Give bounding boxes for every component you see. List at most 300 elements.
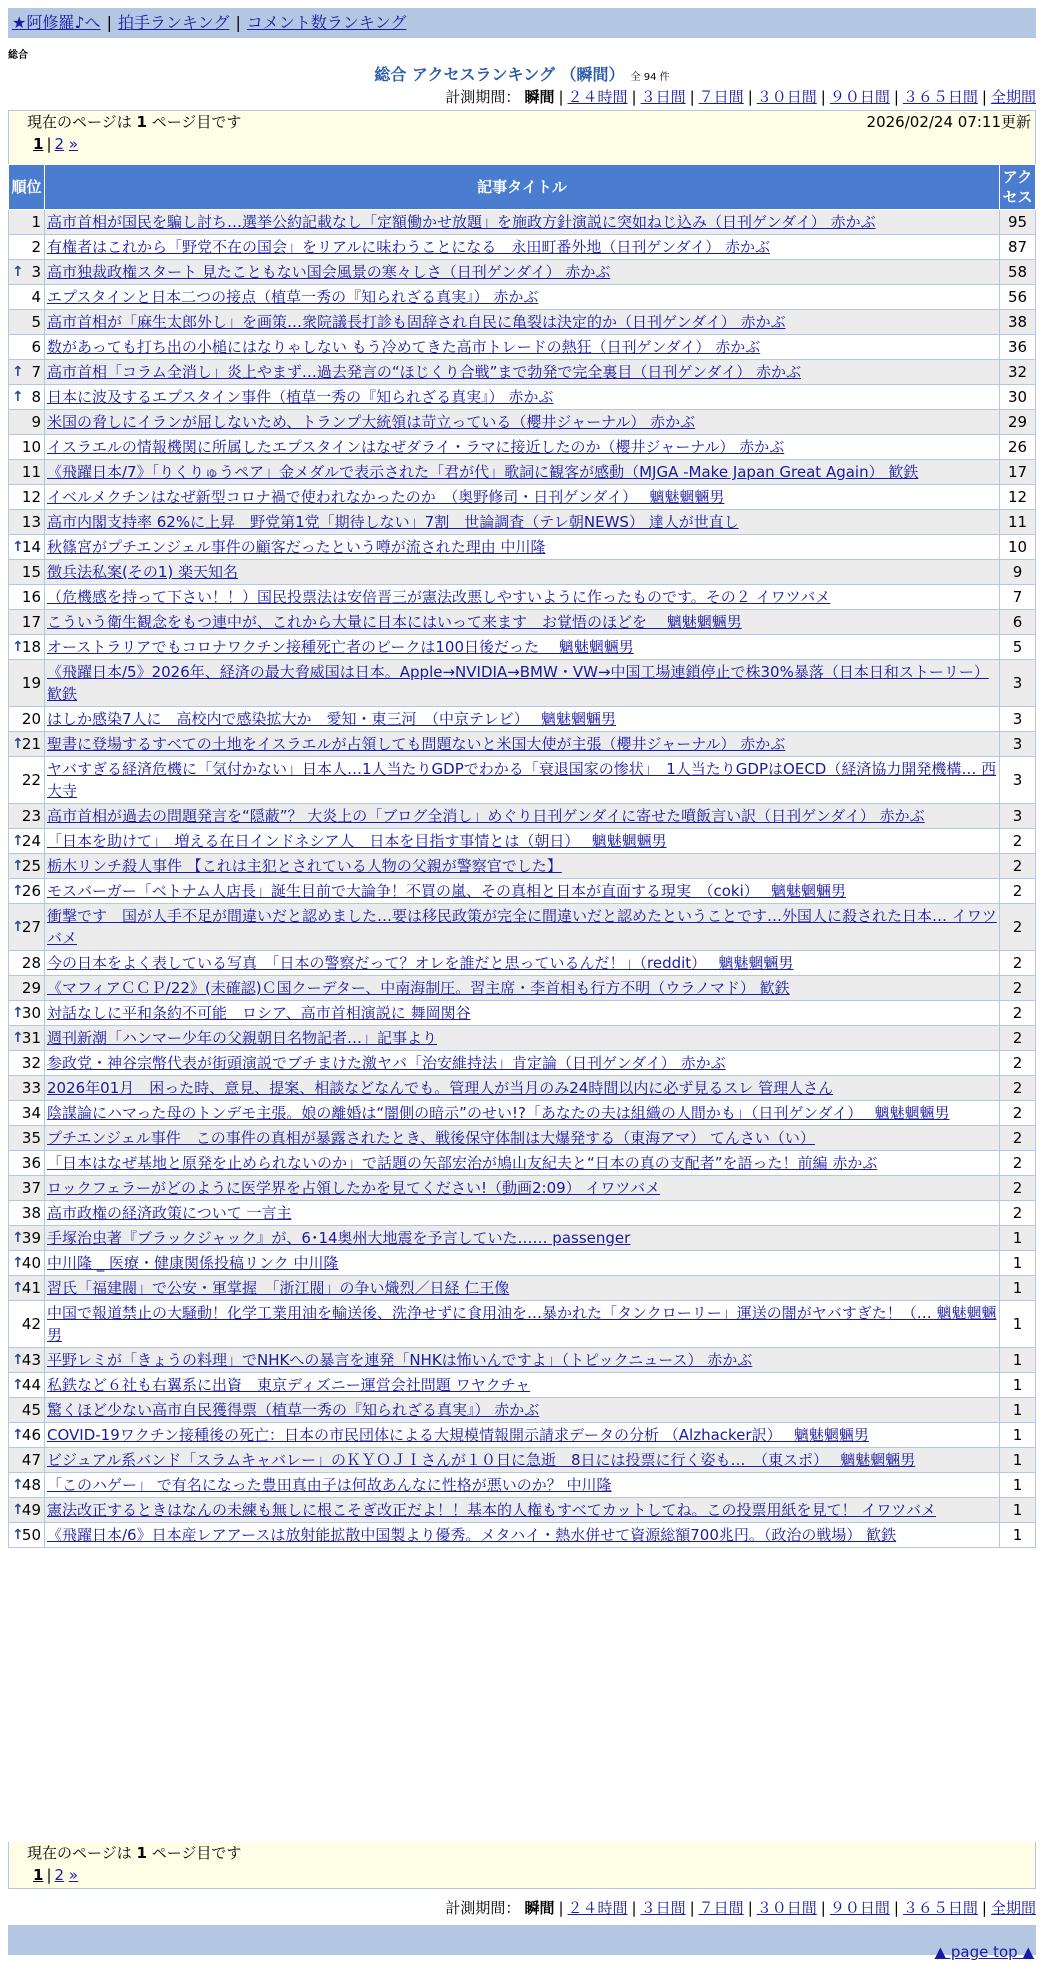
period-link-365d-bottom[interactable]: ３６５日間 (902, 1899, 978, 1917)
table-row (9, 804, 1036, 829)
access-count: 1 (1000, 1251, 1036, 1276)
table-row (9, 732, 1036, 757)
rank-number: 50 (21, 1526, 41, 1544)
article-link[interactable]: 手塚治虫著『ブラックジャック』が、6･14奥州大地震を予言していた…… passenger (47, 1229, 631, 1247)
rank-number: 24 (21, 832, 41, 850)
rank-cell (9, 976, 45, 1001)
title-cell (45, 1151, 1000, 1176)
title-cell (45, 635, 1000, 660)
up-arrow-icon: ↑ (12, 639, 24, 655)
article-link[interactable]: 私鉄など６社も右翼系に出資 東京ディズニー運営会社問題 ワヤクチャ (47, 1376, 531, 1394)
article-link[interactable]: ロックフェラーがどのように医学界を占領したかを見てください!（動画2:09） イワツバメ (47, 1179, 661, 1197)
article-link[interactable]: 2026年01月 困った時、意見、提案、相談などなんでも。管理人が当月のみ24時間以内に必ず見るスレ 管理人さん (47, 1079, 834, 1097)
access-count: 29 (1000, 410, 1036, 435)
table-header-row (9, 165, 1036, 210)
rank-cell (9, 310, 45, 335)
title-cell (45, 732, 1000, 757)
up-arrow-icon: ↑ (12, 1230, 24, 1246)
rank-cell (9, 1101, 45, 1126)
table-row (9, 1373, 1036, 1398)
article-link[interactable]: 栃木リンチ殺人事件 【これは主犯とされている人物の父親が警察官でした】 (47, 857, 562, 875)
rank-number: 19 (21, 674, 41, 692)
title-cell (45, 1448, 1000, 1473)
up-arrow-icon: ↑ (12, 1502, 24, 1518)
table-row (9, 410, 1036, 435)
up-arrow-icon: ↑ (12, 1377, 24, 1393)
article-link[interactable]: 週刊新潮「ハンマー少年の父親朝日名物記者…」記事より (47, 1029, 438, 1047)
article-link[interactable]: 高市政権の経済政策について 一言主 (47, 1204, 292, 1222)
rank-number: 15 (21, 563, 41, 581)
table-row (9, 1201, 1036, 1226)
title-cell (45, 585, 1000, 610)
rank-cell (9, 1473, 45, 1498)
access-count: 2 (1000, 854, 1036, 879)
up-arrow-icon: ↑ (12, 1005, 24, 1021)
rank-cell (9, 1398, 45, 1423)
rank-number: 31 (21, 1029, 41, 1047)
rank-cell (9, 535, 45, 560)
article-link[interactable]: イスラエルの情報機関に所属したエプスタインはなぜダライ・ラマに接近したのか（櫻井ジャーナル） 赤かぶ (47, 438, 785, 456)
access-count: 3 (1000, 757, 1036, 804)
period-link-3d-bottom[interactable]: ３日間 (640, 1899, 686, 1917)
rank-number: 25 (21, 857, 41, 875)
rank-number: 38 (21, 1204, 41, 1222)
access-count: 2 (1000, 951, 1036, 976)
table-row (9, 285, 1036, 310)
up-arrow-icon: ↑ (12, 883, 24, 899)
up-arrow-icon: ↑ (12, 264, 24, 280)
access-count: 5 (1000, 635, 1036, 660)
article-link[interactable]: 日本に波及するエプスタイン事件（植草一秀の『知られざる真実』） 赤かぶ (47, 388, 554, 406)
table-row (9, 1473, 1036, 1498)
title-cell (45, 510, 1000, 535)
access-count: 3 (1000, 804, 1036, 829)
article-link[interactable]: COVID-19ワクチン接種後の死亡：日本の市民団体による大規模情報開示請求データの分析 （Alzhacker訳） 魑魅魍魎男 (47, 1426, 869, 1444)
rank-cell (9, 510, 45, 535)
article-link[interactable]: 「日本を助けて」 増える在日インドネシア人 日本を目指す事情とは（朝日） 魑魅魍魎男 (47, 832, 667, 850)
period-link-all[interactable]: 全期間 (990, 88, 1036, 106)
rank-number: 39 (21, 1229, 41, 1247)
rank-number: 16 (21, 588, 41, 606)
period-link-365d[interactable]: ３６５日間 (902, 88, 978, 106)
rank-cell (9, 1523, 45, 1548)
article-link[interactable]: 《飛躍日本/7》「りくりゅうペア」金メダルで表示された「君が代」歌詞に観客が感動（MJGA -Make Japan Great Again） 歓鉄 (47, 463, 919, 481)
rank-cell (9, 210, 45, 235)
rank-number: 33 (21, 1079, 41, 1097)
title-cell (45, 1176, 1000, 1201)
title-cell (45, 1026, 1000, 1051)
access-count: 1 (1000, 1276, 1036, 1301)
title-cell (45, 210, 1000, 235)
rank-number: 29 (21, 979, 41, 997)
period-link-90d[interactable]: ９０日間 (829, 88, 890, 106)
title-cell (45, 1101, 1000, 1126)
pagination-next-bottom[interactable]: » (68, 1866, 79, 1884)
ranking-title (0, 62, 1044, 85)
rank-number: 9 (31, 413, 41, 431)
article-link[interactable]: 習氏「福建閥」で公安・軍掌握 「浙江閥」の争い熾烈／日経 仁王像 (47, 1279, 510, 1297)
rank-cell (9, 1001, 45, 1026)
ranking-count: 全 94 件 (630, 72, 670, 83)
table-row (9, 1448, 1036, 1473)
rank-cell (9, 829, 45, 854)
rank-cell (9, 951, 45, 976)
up-arrow-icon: ↑ (12, 1427, 24, 1443)
article-link[interactable]: 《飛躍日本/5》2026年、経済の最大脅威国は日本。Apple→NVIDIA→BMW・VW→中国工場連鎖停止で株30%暴落（日本日和ストーリー） 歓鉄 (47, 663, 989, 703)
period-link-7d[interactable]: ７日間 (698, 88, 744, 106)
rank-number: 22 (21, 771, 41, 789)
table-row (9, 385, 1036, 410)
up-arrow-icon: ↑ (12, 389, 24, 405)
title-cell (45, 560, 1000, 585)
title-cell (45, 976, 1000, 1001)
rank-number: 36 (21, 1154, 41, 1172)
up-arrow-icon: ↑ (12, 539, 24, 555)
rank-cell (9, 1151, 45, 1176)
article-link[interactable]: イベルメクチンはなぜ新型コロナ禍で使われなかったのか （奥野修司・日刊ゲンダイ） 魑魅魍魎男 (47, 488, 725, 506)
rank-cell (9, 1176, 45, 1201)
rank-number: 34 (21, 1104, 41, 1122)
table-row (9, 1251, 1036, 1276)
article-link[interactable]: 《マフィアＣＣＰ/22》(未確認)Ｃ国クーデター、中南海制圧。習主席・李首相も行方不明（ウラノマド） 歓鉄 (47, 979, 790, 997)
article-link[interactable]: エプスタインと日本二つの接点（植草一秀の『知られざる真実』） 赤かぶ (47, 288, 539, 306)
period-link-24h[interactable]: ２４時間 (567, 88, 628, 106)
title-cell (45, 660, 1000, 707)
title-cell (45, 1251, 1000, 1276)
pagination-next[interactable]: » (68, 135, 79, 153)
page-status: 現在のページは 1 ページ目です (27, 113, 242, 131)
access-count: 1 (1000, 1473, 1036, 1498)
article-link[interactable]: 数があっても打ち出の小槌にはなりゃしない もう冷めてきた高市トレードの熱狂（日刊ゲンダイ） 赤かぶ (47, 338, 761, 356)
rank-cell (9, 335, 45, 360)
title-cell (45, 460, 1000, 485)
rank-number: 6 (31, 338, 41, 356)
title-cell (45, 1301, 1000, 1348)
rank-number: 1 (31, 213, 41, 231)
title-cell (45, 1423, 1000, 1448)
article-link[interactable]: 憲法改正するときはなんの未練も無しに根こそぎ改正だよ！！基本的人権もすべてカットしてね。この投票用紙を見て！ イワツバメ (47, 1501, 937, 1519)
rank-cell (9, 1348, 45, 1373)
rank-number: 20 (21, 710, 41, 728)
rank-cell (9, 635, 45, 660)
rank-number: 11 (21, 463, 41, 481)
col-header-access: アクセス (1000, 165, 1036, 210)
article-link[interactable]: 衝撃です 国が人手不足が間違いだと認めました…要は移民政策が完全に間違いだと認めたということです…外国人に殺された日本… イワツバメ (47, 907, 997, 947)
access-count: 3 (1000, 707, 1036, 732)
rank-number: 5 (31, 313, 41, 331)
access-count: 30 (1000, 385, 1036, 410)
article-link[interactable]: 高市首相「コラム全消し」炎上やまず…過去発言の“ほじくり合戦”まで勃発で完全裏目（日刊ゲンダイ） 赤かぶ (47, 363, 801, 381)
rank-cell (9, 804, 45, 829)
rank-cell (9, 1301, 45, 1348)
article-link[interactable]: ビジュアル系バンド「スラムキャバレー」のＫＹＯＪＩさんが１０日に急逝 8日には投票に行く姿も… （東スポ） 魑魅魍魎男 (47, 1451, 916, 1469)
access-count: 32 (1000, 360, 1036, 385)
rank-cell (9, 1201, 45, 1226)
access-count: 1 (1000, 1523, 1036, 1548)
title-cell (45, 1076, 1000, 1101)
page-info-top (8, 110, 1036, 164)
title-cell (45, 410, 1000, 435)
rank-cell (9, 435, 45, 460)
access-count: 2 (1000, 1001, 1036, 1026)
access-count: 3 (1000, 660, 1036, 707)
rank-number: 44 (21, 1376, 41, 1394)
article-link[interactable]: 中国で報道禁止の大騒動！化学工業用油を輸送後、洗浄せずに食用油を…暴かれた「タンクローリー」運送の闇がヤバすぎた！（… 魑魅魍魎男 (47, 1304, 997, 1344)
title-cell (45, 707, 1000, 732)
access-count: 2 (1000, 976, 1036, 1001)
access-count: 56 (1000, 285, 1036, 310)
article-link[interactable]: （危機感を持って下さい！！）国民投票法は安倍晋三が憲法改悪しやすいように作ったものです。その２ イワツバメ (47, 588, 831, 606)
title-cell (45, 951, 1000, 976)
rank-number: 17 (21, 613, 41, 631)
period-link-90d-bottom[interactable]: ９０日間 (829, 1899, 890, 1917)
table-row (9, 360, 1036, 385)
table-row (9, 235, 1036, 260)
title-cell (45, 535, 1000, 560)
rank-cell (9, 660, 45, 707)
rank-cell (9, 285, 45, 310)
top-nav: ★阿修羅♪へ | 拍手ランキング | コメント数ランキング (8, 8, 1036, 38)
article-link[interactable]: 秋篠宮がプチエンジェル事件の顧客だったという噂が流された理由 中川隆 (47, 538, 546, 556)
table-row (9, 585, 1036, 610)
rank-cell (9, 460, 45, 485)
title-cell (45, 260, 1000, 285)
access-count: 2 (1000, 1101, 1036, 1126)
title-cell (45, 1276, 1000, 1301)
period-link-all-bottom[interactable]: 全期間 (990, 1899, 1036, 1917)
table-row (9, 1076, 1036, 1101)
table-row (9, 260, 1036, 285)
title-cell (45, 335, 1000, 360)
title-cell (45, 1226, 1000, 1251)
section-label: 総合 (8, 50, 28, 61)
period-link-3d[interactable]: ３日間 (640, 88, 686, 106)
article-link[interactable]: 高市内閣支持率 62%に上昇 野党第1党「期待しない」7割 世論調査（テレ朝NEWS） 達人が世直し (47, 513, 739, 531)
article-link[interactable]: 対話なしに平和条約不可能 ロシア、高市首相演説に 舞岡関谷 (47, 1004, 471, 1022)
rank-number: 3 (31, 263, 41, 281)
rank-cell (9, 1498, 45, 1523)
rank-cell (9, 854, 45, 879)
nav-link-asyura[interactable]: ★阿修羅♪へ (12, 13, 101, 32)
rank-number: 42 (21, 1315, 41, 1333)
table-row (9, 1498, 1036, 1523)
rank-cell (9, 732, 45, 757)
rank-number: 21 (21, 735, 41, 753)
access-count: 2 (1000, 829, 1036, 854)
rank-number: 49 (21, 1501, 41, 1519)
article-link[interactable]: 参政党・神谷宗幣代表が街頭演説でブチまけた激ヤバ「治安維持法」肯定論（日刊ゲンダイ） 赤かぶ (47, 1054, 726, 1072)
access-count: 1 (1000, 1373, 1036, 1398)
access-count: 2 (1000, 1126, 1036, 1151)
pagination-current-bottom: 1 (33, 1866, 44, 1884)
rank-cell (9, 1051, 45, 1076)
rank-cell (9, 485, 45, 510)
table-row (9, 757, 1036, 804)
table-row (9, 1398, 1036, 1423)
article-link[interactable]: 「日本はなぜ基地と原発を止められないのか」で話題の矢部宏治が鳩山友紀夫と“日本の真の支配者”を語った！前編 赤かぶ (47, 1154, 878, 1172)
article-link[interactable]: 平野レミが「きょうの料理」でNHKへの暴言を連発「NHKは怖いんですよ」（トピックニュース） 赤かぶ (47, 1351, 753, 1369)
article-link[interactable]: 中川隆 _ 医療・健康関係投稿リンク 中川隆 (47, 1254, 339, 1272)
rank-cell (9, 757, 45, 804)
rank-number: 10 (21, 438, 41, 456)
access-count: 36 (1000, 335, 1036, 360)
article-link[interactable]: 高市首相が「麻生太郎外し」を画策…衆院議長打診も固辞され自民に亀裂は決定的か（日刊ゲンダイ） 赤かぶ (47, 313, 786, 331)
rank-number: 35 (21, 1129, 41, 1147)
article-link[interactable]: 驚くほど少ない高市自民獲得票（植草一秀の『知られざる真実』） 赤かぶ (47, 1401, 540, 1419)
access-count: 17 (1000, 460, 1036, 485)
title-cell (45, 904, 1000, 951)
access-count: 10 (1000, 535, 1036, 560)
access-count: 1 (1000, 1423, 1036, 1448)
period-label: 計測期間： (445, 88, 521, 106)
access-count: 9 (1000, 560, 1036, 585)
access-count: 1 (1000, 1498, 1036, 1523)
table-row (9, 1126, 1036, 1151)
article-link[interactable]: 有権者はこれから「野党不在の国会」をリアルに味わうことになる 永田町番外地（日刊ゲンダイ） 赤かぶ (47, 238, 770, 256)
article-link[interactable]: こういう衛生観念をもつ連中が、これから大量に日本にはいって来ます お覚悟のほどを 魑魅魍魎男 (47, 613, 742, 631)
up-arrow-icon: ↑ (12, 1280, 24, 1296)
rank-number: 30 (21, 1004, 41, 1022)
title-cell (45, 1201, 1000, 1226)
article-link[interactable]: オーストラリアでもコロナワクチン接種死亡者のピークは100日後だった 魑魅魍魎男 (47, 638, 634, 656)
rank-number: 47 (21, 1451, 41, 1469)
title-cell (45, 1398, 1000, 1423)
page-top-link[interactable]: ▲ page top ▲ (934, 1943, 1034, 1961)
table-row (9, 1423, 1036, 1448)
table-row (9, 335, 1036, 360)
article-link[interactable]: 高市首相が過去の問題発言を“隠蔽”？ 大炎上の「ブログ全消し」めぐり日刊ゲンダイに寄せた噴飯言い訳（日刊ゲンダイ） 赤かぶ (47, 807, 925, 825)
title-cell (45, 804, 1000, 829)
rank-cell (9, 707, 45, 732)
access-count: 26 (1000, 435, 1036, 460)
access-count: 12 (1000, 485, 1036, 510)
access-count: 11 (1000, 510, 1036, 535)
article-link[interactable]: 今の日本をよく表している写真 「日本の警察だって？オレを誰だと思っているんだ！」（reddit） 魑魅魍魎男 (47, 954, 794, 972)
up-arrow-icon: ↑ (12, 736, 24, 752)
rank-cell (9, 1276, 45, 1301)
up-arrow-icon: ↑ (12, 364, 24, 380)
rank-cell (9, 585, 45, 610)
table-row (9, 510, 1036, 535)
article-link[interactable]: 《飛躍日本/6》日本産レアアースは放射能拡散中国製より優秀。メタハイ・熱水併せて資源総額700兆円。（政治の戦場） 歓鉄 (47, 1526, 897, 1544)
nav-link-comment-ranking[interactable]: コメント数ランキング (246, 13, 407, 32)
article-link[interactable]: 米国の脅しにイランが屈しないため、トランプ大統領は苛立っている（櫻井ジャーナル） 赤かぶ (47, 413, 696, 431)
rank-number: 18 (21, 638, 41, 656)
table-row (9, 210, 1036, 235)
period-current: 瞬間 (524, 88, 555, 106)
title-cell (45, 435, 1000, 460)
table-row (9, 707, 1036, 732)
rank-cell (9, 260, 45, 285)
article-link[interactable]: プチエンジェル事件 この事件の真相が暴露されたとき、戦後保守体制は大爆発する（東海アマ） てんさい（い） (47, 1129, 815, 1147)
rank-number: 43 (21, 1351, 41, 1369)
ranking-table (8, 164, 1036, 1548)
bottom-bar (8, 1925, 1036, 1955)
rank-cell (9, 1026, 45, 1051)
article-link[interactable]: 陰謀論にハマった母のトンデモ主張。娘の離婚は“闇側の暗示”のせい!?「あなたの夫は組織の人間かも」（日刊ゲンダイ） 魑魅魍魎男 (47, 1104, 950, 1122)
table-row (9, 1301, 1036, 1348)
access-count: 2 (1000, 879, 1036, 904)
access-count: 3 (1000, 732, 1036, 757)
period-link-30d-bottom[interactable]: ３０日間 (756, 1899, 817, 1917)
title-cell (45, 1373, 1000, 1398)
nav-link-clap-ranking[interactable]: 拍手ランキング (117, 13, 230, 32)
title-cell (45, 1473, 1000, 1498)
access-count: 2 (1000, 1201, 1036, 1226)
table-row (9, 1176, 1036, 1201)
period-link-30d[interactable]: ３０日間 (756, 88, 817, 106)
period-label-bottom: 計測期間： (445, 1899, 521, 1917)
period-link-24h-bottom[interactable]: ２４時間 (567, 1899, 628, 1917)
article-link[interactable]: 高市首相が国民を騙し討ち…選挙公約記載なし「定額働かせ放題」を施政方針演説に突如ねじ込み（日刊ゲンダイ） 赤かぶ (47, 213, 876, 231)
article-link[interactable]: モスバーガー「ベトナム人店長」誕生目前で大論争！不買の嵐、その真相と日本が直面する現実 （coki） 魑魅魍魎男 (47, 882, 847, 900)
rank-cell (9, 1126, 45, 1151)
table-row (9, 635, 1036, 660)
rank-number: 2 (31, 238, 41, 256)
access-count: 2 (1000, 1176, 1036, 1201)
table-row (9, 1348, 1036, 1373)
table-row (9, 310, 1036, 335)
period-current-bottom: 瞬間 (524, 1899, 555, 1917)
title-cell (45, 1126, 1000, 1151)
table-row (9, 460, 1036, 485)
rank-number: 40 (21, 1254, 41, 1272)
access-count: 87 (1000, 235, 1036, 260)
ranking-title-text: 総合 アクセスランキング （瞬間） (374, 65, 625, 84)
pagination-bottom: 1 | 2 » (33, 1866, 79, 1884)
table-row (9, 435, 1036, 460)
table-row (9, 1001, 1036, 1026)
pagination-page-2[interactable]: 2 (54, 135, 65, 153)
table-row (9, 976, 1036, 1001)
title-cell (45, 854, 1000, 879)
title-cell (45, 610, 1000, 635)
up-arrow-icon: ↑ (12, 1527, 24, 1543)
rank-cell (9, 610, 45, 635)
access-count: 7 (1000, 585, 1036, 610)
table-row (9, 610, 1036, 635)
access-count: 58 (1000, 260, 1036, 285)
rank-cell (9, 385, 45, 410)
pagination-page-2-bottom[interactable]: 2 (54, 1866, 65, 1884)
access-count: 1 (1000, 1348, 1036, 1373)
article-link[interactable]: はしか感染7人に 高校内で感染拡大か 愛知・東三河 （中京テレビ） 魑魅魍魎男 (47, 710, 617, 728)
article-link[interactable]: 「このハゲー」 で有名になった豊田真由子は何故あんなに性格が悪いのか？ 中川隆 (47, 1476, 612, 1494)
title-cell (45, 1348, 1000, 1373)
rank-cell (9, 235, 45, 260)
table-row (9, 1276, 1036, 1301)
title-cell (45, 1498, 1000, 1523)
rank-number: 7 (31, 363, 41, 381)
pagination-current: 1 (33, 135, 44, 153)
title-cell (45, 829, 1000, 854)
up-arrow-icon: ↑ (12, 1352, 24, 1368)
period-link-7d-bottom[interactable]: ７日間 (698, 1899, 744, 1917)
rank-cell (9, 1448, 45, 1473)
rank-number: 37 (21, 1179, 41, 1197)
article-link[interactable]: ヤバすぎる経済危機に「気付かない」日本人…1人当たりGDPでわかる「衰退国家の惨状」 1人当たりGDPはOECD（経済協力開発機構… 西大寺 (47, 760, 997, 800)
page-info-bottom (8, 1842, 1036, 1889)
article-link[interactable]: 聖書に登場するすべての土地をイスラエルが占領しても問題ないと米国大使が主張（櫻井ジャーナル） 赤かぶ (47, 735, 786, 753)
table-row (9, 879, 1036, 904)
article-link[interactable]: 徴兵法私案(その1) 楽天知名 (47, 563, 239, 581)
table-row (9, 1026, 1036, 1051)
article-link[interactable]: 高市独裁政権スタート 見たこともない国会風景の寒々しさ（日刊ゲンダイ） 赤かぶ (47, 263, 611, 281)
title-cell (45, 485, 1000, 510)
access-count: 2 (1000, 1151, 1036, 1176)
table-row (9, 951, 1036, 976)
access-count: 2 (1000, 1051, 1036, 1076)
